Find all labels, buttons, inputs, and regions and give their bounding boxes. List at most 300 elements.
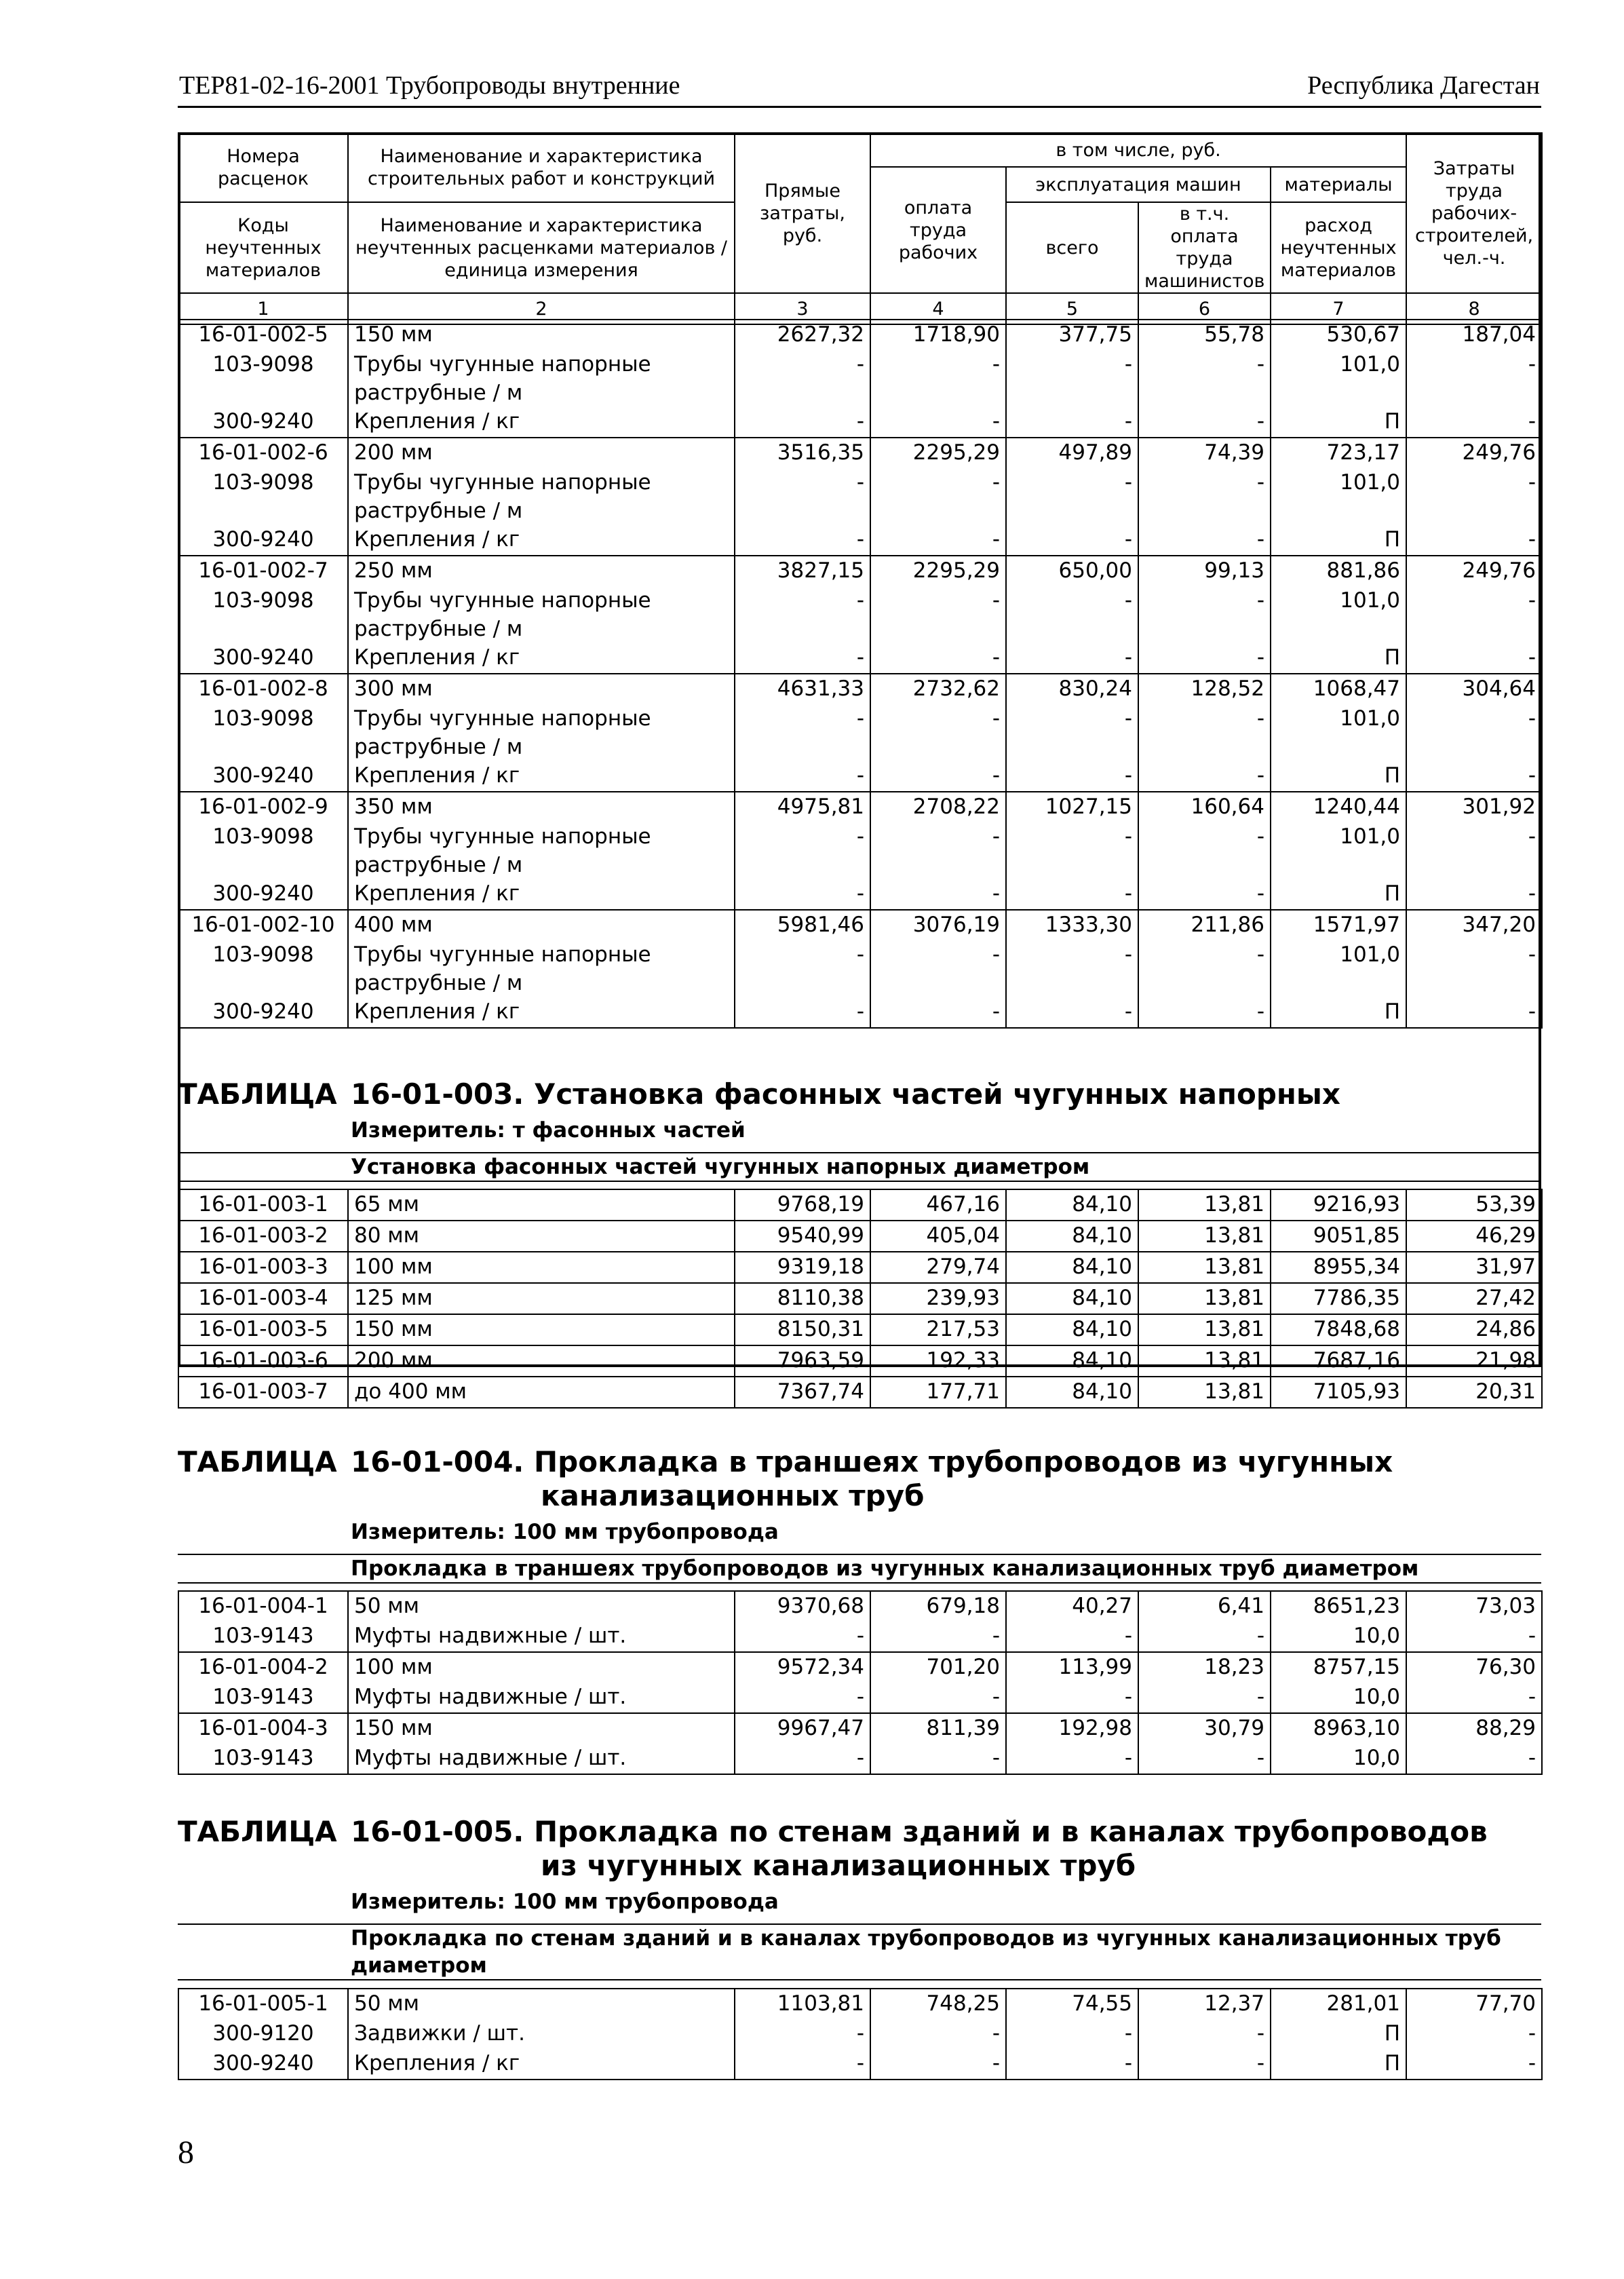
cell-description: Крепления / кг: [348, 761, 735, 792]
rates-table-16-01-003: [178, 1189, 1543, 1409]
cell-labor-hours: 249,76: [1406, 556, 1542, 586]
cell-worker-pay: -: [870, 761, 1006, 792]
cell-direct-cost: -: [735, 586, 870, 643]
cell-description: Муфты надвижные / шт.: [348, 1744, 735, 1774]
cell-description: Муфты надвижные / шт.: [348, 1622, 735, 1652]
cell-materials: П: [1271, 525, 1406, 556]
cell-machines-total: 84,10: [1006, 1345, 1138, 1377]
col-num-8: 8: [1406, 293, 1542, 324]
cell-worker-pay: -: [870, 586, 1006, 643]
cell-rate-code: 16-01-003-2: [178, 1221, 348, 1252]
cell-direct-cost: -: [735, 822, 870, 879]
cell-direct-cost: 4975,81: [735, 792, 870, 822]
col-head-direct-costs: Прямые затраты, руб.: [735, 133, 870, 293]
cell-description: 65 мм: [348, 1189, 735, 1221]
cell-description: 350 мм: [348, 792, 735, 822]
rates-table-16-01-002: [178, 319, 1543, 1029]
cell-materials: 8963,10: [1271, 1713, 1406, 1744]
col-head-material-code: Коды неучтенных материалов: [178, 202, 348, 293]
cell-direct-cost: 8110,38: [735, 1283, 870, 1314]
cell-labor-hours: -: [1406, 586, 1542, 643]
cell-machines-total: -: [1006, 704, 1138, 761]
cell-direct-cost: -: [735, 2019, 870, 2049]
cell-operator-pay: -: [1138, 761, 1271, 792]
cell-rate-code: 300-9240: [178, 879, 348, 910]
cell-worker-pay: 177,71: [870, 1377, 1006, 1408]
cell-operator-pay: 6,41: [1138, 1591, 1271, 1622]
cell-materials: П: [1271, 997, 1406, 1028]
cell-machines-total: -: [1006, 1683, 1138, 1713]
cell-labor-hours: -: [1406, 643, 1542, 674]
table-row: [178, 1283, 1542, 1314]
cell-worker-pay: -: [870, 2019, 1006, 2049]
region-name: Республика Дагестан: [1307, 71, 1540, 100]
section-16-01-004: [178, 1445, 1541, 1584]
cell-worker-pay: 239,93: [870, 1283, 1006, 1314]
cell-description: Задвижки / шт.: [348, 2019, 735, 2049]
cell-machines-total: 497,89: [1006, 438, 1138, 468]
cell-description: Крепления / кг: [348, 525, 735, 556]
col-head-material-use: расход неучтенных материалов: [1271, 202, 1406, 293]
cell-machines-total: 377,75: [1006, 320, 1138, 350]
table-caption: Прокладка по стенам зданий и в каналах трубопроводов из чугунных канализационных труб диаметром: [178, 1923, 1541, 1980]
cell-labor-hours: -: [1406, 761, 1542, 792]
table-row: [178, 1189, 1542, 1221]
cell-direct-cost: 3827,15: [735, 556, 870, 586]
cell-worker-pay: -: [870, 1683, 1006, 1713]
section-16-01-005: [178, 1815, 1541, 1980]
col-head-including: в том числе, руб.: [870, 133, 1406, 167]
cell-rate-code: 16-01-003-1: [178, 1189, 348, 1221]
cell-materials: 101,0: [1271, 468, 1406, 525]
cell-machines-total: -: [1006, 2019, 1138, 2049]
cell-description: 125 мм: [348, 1283, 735, 1314]
cell-worker-pay: 748,25: [870, 1989, 1006, 2019]
cell-operator-pay: 13,81: [1138, 1252, 1271, 1283]
cell-direct-cost: -: [735, 997, 870, 1028]
cell-rate-code: 300-9240: [178, 643, 348, 674]
cell-labor-hours: 46,29: [1406, 1221, 1542, 1252]
table-row: [178, 643, 1542, 674]
cell-labor-hours: 31,97: [1406, 1252, 1542, 1283]
cell-materials: 530,67: [1271, 320, 1406, 350]
cell-labor-hours: 304,64: [1406, 674, 1542, 704]
cell-rate-code: 16-01-004-3: [178, 1713, 348, 1744]
cell-labor-hours: 187,04: [1406, 320, 1542, 350]
table-row: [178, 350, 1542, 407]
cell-description: 100 мм: [348, 1252, 735, 1283]
table-measure: Измеритель: 100 мм трубопровода: [351, 1520, 779, 1544]
cell-rate-code: 16-01-005-1: [178, 1989, 348, 2019]
cell-description: Крепления / кг: [348, 997, 735, 1028]
cell-rate-code: 16-01-003-6: [178, 1345, 348, 1377]
cell-operator-pay: 13,81: [1138, 1189, 1271, 1221]
col-head-machines-total: всего: [1006, 202, 1138, 293]
cell-operator-pay: 128,52: [1138, 674, 1271, 704]
table-row: [178, 320, 1542, 350]
cell-direct-cost: -: [735, 940, 870, 997]
cell-machines-total: -: [1006, 1744, 1138, 1774]
col-head-work-name: Наименование и характеристика строительных работ и конструкций: [348, 133, 735, 202]
cell-machines-total: 650,00: [1006, 556, 1138, 586]
page-header: [178, 68, 1541, 108]
table-row: [178, 1652, 1542, 1683]
table-row: [178, 407, 1542, 438]
cell-materials: 7687,16: [1271, 1345, 1406, 1377]
cell-machines-total: 84,10: [1006, 1189, 1138, 1221]
cell-materials: 101,0: [1271, 586, 1406, 643]
cell-labor-hours: -: [1406, 2019, 1542, 2049]
col-num-6: 6: [1138, 293, 1271, 324]
cell-materials: 7786,35: [1271, 1283, 1406, 1314]
table-row: [178, 1744, 1542, 1774]
col-head-rate-number: Номера расценок: [178, 133, 348, 202]
cell-labor-hours: 88,29: [1406, 1713, 1542, 1744]
cell-description: Трубы чугунные напорные раструбные / м: [348, 350, 735, 407]
cell-direct-cost: 9370,68: [735, 1591, 870, 1622]
table-row: [178, 910, 1542, 940]
cell-direct-cost: -: [735, 761, 870, 792]
table-row: [178, 761, 1542, 792]
cell-machines-total: 84,10: [1006, 1283, 1138, 1314]
cell-machines-total: 84,10: [1006, 1221, 1138, 1252]
cell-operator-pay: 74,39: [1138, 438, 1271, 468]
cell-direct-cost: 9768,19: [735, 1189, 870, 1221]
cell-operator-pay: 18,23: [1138, 1652, 1271, 1683]
cell-rate-code: 16-01-002-9: [178, 792, 348, 822]
cell-labor-hours: -: [1406, 940, 1542, 997]
cell-machines-total: 40,27: [1006, 1591, 1138, 1622]
cell-direct-cost: 2627,32: [735, 320, 870, 350]
table-row: [178, 1252, 1542, 1283]
cell-materials: 281,01: [1271, 1989, 1406, 2019]
cell-materials: 8651,23: [1271, 1591, 1406, 1622]
cell-materials: 881,86: [1271, 556, 1406, 586]
cell-direct-cost: -: [735, 468, 870, 525]
col-head-operator-pay: в т.ч. оплата труда машинистов: [1138, 202, 1271, 293]
cell-materials: П: [1271, 2019, 1406, 2049]
cell-rate-code: 16-01-003-4: [178, 1283, 348, 1314]
cell-materials: 8955,34: [1271, 1252, 1406, 1283]
cell-direct-cost: -: [735, 643, 870, 674]
cell-description: 150 мм: [348, 1314, 735, 1345]
cell-operator-pay: -: [1138, 1622, 1271, 1652]
table-row: [178, 997, 1542, 1028]
cell-description: Трубы чугунные напорные раструбные / м: [348, 468, 735, 525]
cell-direct-cost: -: [735, 350, 870, 407]
table-row: [178, 1989, 1542, 2019]
cell-labor-hours: -: [1406, 468, 1542, 525]
cell-operator-pay: -: [1138, 586, 1271, 643]
cell-direct-cost: 8150,31: [735, 1314, 870, 1345]
cell-description: Трубы чугунные напорные раструбные / м: [348, 704, 735, 761]
cell-labor-hours: 347,20: [1406, 910, 1542, 940]
cell-materials: 101,0: [1271, 704, 1406, 761]
cell-machines-total: -: [1006, 468, 1138, 525]
table-row: [178, 525, 1542, 556]
cell-rate-code: 16-01-002-7: [178, 556, 348, 586]
cell-description: 50 мм: [348, 1591, 735, 1622]
cell-description: 150 мм: [348, 320, 735, 350]
cell-materials: 9051,85: [1271, 1221, 1406, 1252]
rates-table-16-01-005: [178, 1988, 1543, 2080]
cell-worker-pay: -: [870, 997, 1006, 1028]
table-row: [178, 1683, 1542, 1713]
cell-labor-hours: -: [1406, 407, 1542, 438]
cell-machines-total: -: [1006, 822, 1138, 879]
cell-materials: 101,0: [1271, 940, 1406, 997]
cell-description: 100 мм: [348, 1652, 735, 1683]
cell-materials: 723,17: [1271, 438, 1406, 468]
cell-operator-pay: 55,78: [1138, 320, 1271, 350]
cell-rate-code: 103-9098: [178, 822, 348, 879]
cell-labor-hours: -: [1406, 997, 1542, 1028]
cell-machines-total: -: [1006, 525, 1138, 556]
cell-description: Крепления / кг: [348, 643, 735, 674]
cell-materials: 10,0: [1271, 1622, 1406, 1652]
table-row: [178, 1713, 1542, 1744]
cell-labor-hours: -: [1406, 525, 1542, 556]
cell-materials: 1240,44: [1271, 792, 1406, 822]
cell-worker-pay: 679,18: [870, 1591, 1006, 1622]
cell-operator-pay: -: [1138, 468, 1271, 525]
table-measure: Измеритель: 100 мм трубопровода: [351, 1890, 779, 1914]
table-title: 16-01-003. Установка фасонных частей чугунных напорных: [351, 1077, 1340, 1111]
cell-rate-code: 16-01-002-5: [178, 320, 348, 350]
cell-direct-cost: 7367,74: [735, 1377, 870, 1408]
cell-operator-pay: -: [1138, 704, 1271, 761]
cell-labor-hours: -: [1406, 2049, 1542, 2080]
cell-worker-pay: 279,74: [870, 1252, 1006, 1283]
cell-rate-code: 103-9098: [178, 940, 348, 997]
cell-operator-pay: -: [1138, 525, 1271, 556]
cell-worker-pay: 1718,90: [870, 320, 1006, 350]
cell-labor-hours: -: [1406, 822, 1542, 879]
cell-operator-pay: 13,81: [1138, 1377, 1271, 1408]
cell-operator-pay: -: [1138, 643, 1271, 674]
cell-description: Крепления / кг: [348, 407, 735, 438]
col-head-worker-pay: оплата труда рабочих: [870, 167, 1006, 293]
table-row: [178, 704, 1542, 761]
section-16-01-003: [178, 1077, 1541, 1182]
cell-machines-total: 1027,15: [1006, 792, 1138, 822]
cell-rate-code: 300-9240: [178, 997, 348, 1028]
cell-labor-hours: 21,98: [1406, 1345, 1542, 1377]
cell-operator-pay: -: [1138, 2019, 1271, 2049]
cell-description: Муфты надвижные / шт.: [348, 1683, 735, 1713]
cell-labor-hours: 249,76: [1406, 438, 1542, 468]
cell-rate-code: 16-01-002-6: [178, 438, 348, 468]
cell-operator-pay: -: [1138, 407, 1271, 438]
cell-worker-pay: 217,53: [870, 1314, 1006, 1345]
cell-materials: 7848,68: [1271, 1314, 1406, 1345]
cell-description: 150 мм: [348, 1713, 735, 1744]
table-row: [178, 1622, 1542, 1652]
col-head-material-name: Наименование и характеристика неучтенных расценками материалов / единица измерения: [348, 202, 735, 293]
col-num-7: 7: [1271, 293, 1406, 324]
table-row: [178, 822, 1542, 879]
cell-machines-total: -: [1006, 586, 1138, 643]
table-title: 16-01-004. Прокладка в траншеях трубопроводов из чугунных: [351, 1445, 1393, 1478]
cell-machines-total: -: [1006, 643, 1138, 674]
cell-worker-pay: -: [870, 879, 1006, 910]
cell-description: 250 мм: [348, 556, 735, 586]
cell-materials: П: [1271, 407, 1406, 438]
cell-labor-hours: -: [1406, 350, 1542, 407]
cell-rate-code: 103-9098: [178, 350, 348, 407]
cell-operator-pay: 13,81: [1138, 1283, 1271, 1314]
table-label: ТАБЛИЦА: [178, 1815, 337, 1848]
cell-labor-hours: -: [1406, 1622, 1542, 1652]
cell-description: до 400 мм: [348, 1377, 735, 1408]
cell-machines-total: -: [1006, 350, 1138, 407]
document-code: ТЕР81-02-16-2001 Трубопроводы внутренние: [179, 71, 680, 100]
cell-labor-hours: 20,31: [1406, 1377, 1542, 1408]
cell-direct-cost: -: [735, 2049, 870, 2080]
cell-description: 200 мм: [348, 1345, 735, 1377]
col-head-machines: эксплуатация машин: [1006, 167, 1271, 202]
table-row: [178, 1377, 1542, 1408]
cell-worker-pay: -: [870, 1744, 1006, 1774]
cell-machines-total: -: [1006, 997, 1138, 1028]
cell-description: 200 мм: [348, 438, 735, 468]
cell-machines-total: 830,24: [1006, 674, 1138, 704]
cell-worker-pay: 2295,29: [870, 438, 1006, 468]
cell-labor-hours: 77,70: [1406, 1989, 1542, 2019]
cell-operator-pay: -: [1138, 1744, 1271, 1774]
cell-materials: П: [1271, 761, 1406, 792]
cell-rate-code: 300-9120: [178, 2019, 348, 2049]
cell-rate-code: 16-01-003-5: [178, 1314, 348, 1345]
cell-worker-pay: 701,20: [870, 1652, 1006, 1683]
table-row: [178, 1591, 1542, 1622]
cell-worker-pay: 2295,29: [870, 556, 1006, 586]
col-num-5: 5: [1006, 293, 1138, 324]
cell-description: Трубы чугунные напорные раструбные / м: [348, 822, 735, 879]
cell-materials: П: [1271, 879, 1406, 910]
cell-labor-hours: -: [1406, 704, 1542, 761]
cell-operator-pay: 160,64: [1138, 792, 1271, 822]
col-head-labor-hours: Затраты труда рабочих-строителей, чел.-ч.: [1406, 133, 1542, 293]
cell-materials: П: [1271, 643, 1406, 674]
cell-rate-code: 103-9098: [178, 704, 348, 761]
cell-labor-hours: 53,39: [1406, 1189, 1542, 1221]
table-row: [178, 468, 1542, 525]
cell-operator-pay: 13,81: [1138, 1345, 1271, 1377]
cell-machines-total: -: [1006, 2049, 1138, 2080]
cell-rate-code: 300-9240: [178, 761, 348, 792]
cell-rate-code: 16-01-002-8: [178, 674, 348, 704]
cell-operator-pay: 211,86: [1138, 910, 1271, 940]
cell-labor-hours: 24,86: [1406, 1314, 1542, 1345]
cell-labor-hours: -: [1406, 1744, 1542, 1774]
table-row: [178, 879, 1542, 910]
cell-description: 400 мм: [348, 910, 735, 940]
cell-rate-code: 300-9240: [178, 2049, 348, 2080]
cell-worker-pay: 2708,22: [870, 792, 1006, 822]
cell-materials: 101,0: [1271, 350, 1406, 407]
cell-worker-pay: -: [870, 468, 1006, 525]
table-row: [178, 1314, 1542, 1345]
cell-labor-hours: -: [1406, 879, 1542, 910]
cell-machines-total: 192,98: [1006, 1713, 1138, 1744]
cell-direct-cost: 9540,99: [735, 1221, 870, 1252]
cell-materials: 10,0: [1271, 1744, 1406, 1774]
cell-worker-pay: -: [870, 525, 1006, 556]
table-title: 16-01-005. Прокладка по стенам зданий и в каналах трубопроводов: [351, 1815, 1488, 1848]
cell-worker-pay: -: [870, 643, 1006, 674]
col-num-2: 2: [348, 293, 735, 324]
cell-rate-code: 300-9240: [178, 407, 348, 438]
table-row: [178, 940, 1542, 997]
cell-worker-pay: 3076,19: [870, 910, 1006, 940]
cell-operator-pay: -: [1138, 879, 1271, 910]
cell-worker-pay: -: [870, 350, 1006, 407]
table-row: [178, 438, 1542, 468]
cell-rate-code: 16-01-003-7: [178, 1377, 348, 1408]
cell-materials: 1068,47: [1271, 674, 1406, 704]
cell-rate-code: 16-01-004-1: [178, 1591, 348, 1622]
cell-machines-total: 1333,30: [1006, 910, 1138, 940]
cell-direct-cost: 3516,35: [735, 438, 870, 468]
cell-worker-pay: -: [870, 940, 1006, 997]
cell-machines-total: -: [1006, 1622, 1138, 1652]
cell-worker-pay: 192,33: [870, 1345, 1006, 1377]
cell-machines-total: -: [1006, 940, 1138, 997]
cell-rate-code: 103-9143: [178, 1683, 348, 1713]
cell-description: Крепления / кг: [348, 2049, 735, 2080]
cell-materials: 1571,97: [1271, 910, 1406, 940]
cell-direct-cost: -: [735, 1622, 870, 1652]
cell-operator-pay: 13,81: [1138, 1314, 1271, 1345]
cell-worker-pay: 811,39: [870, 1713, 1006, 1744]
table-title-line-2: из чугунных канализационных труб: [541, 1849, 1136, 1882]
table-caption: Установка фасонных частей чугунных напорных диаметром: [178, 1152, 1541, 1182]
cell-machines-total: -: [1006, 879, 1138, 910]
cell-operator-pay: -: [1138, 1683, 1271, 1713]
cell-worker-pay: -: [870, 2049, 1006, 2080]
table-title-line-2: канализационных труб: [541, 1479, 925, 1512]
cell-direct-cost: 4631,33: [735, 674, 870, 704]
column-header-table: [178, 132, 1543, 325]
cell-materials: 10,0: [1271, 1683, 1406, 1713]
col-num-4: 4: [870, 293, 1006, 324]
cell-rate-code: 103-9143: [178, 1622, 348, 1652]
cell-description: 50 мм: [348, 1989, 735, 2019]
table-row: [178, 586, 1542, 643]
cell-direct-cost: -: [735, 1683, 870, 1713]
cell-labor-hours: 27,42: [1406, 1283, 1542, 1314]
cell-materials: 101,0: [1271, 822, 1406, 879]
cell-operator-pay: -: [1138, 940, 1271, 997]
cell-materials: П: [1271, 2049, 1406, 2080]
cell-labor-hours: 73,03: [1406, 1591, 1542, 1622]
cell-worker-pay: -: [870, 407, 1006, 438]
cell-worker-pay: -: [870, 704, 1006, 761]
cell-direct-cost: -: [735, 704, 870, 761]
table-row: [178, 1345, 1542, 1377]
cell-rate-code: 103-9098: [178, 586, 348, 643]
cell-machines-total: 74,55: [1006, 1989, 1138, 2019]
table-measure: Измеритель: т фасонных частей: [351, 1118, 746, 1143]
rates-table-16-01-004: [178, 1590, 1543, 1775]
col-head-materials: материалы: [1271, 167, 1406, 202]
cell-labor-hours: 301,92: [1406, 792, 1542, 822]
cell-machines-total: -: [1006, 407, 1138, 438]
cell-direct-cost: 9319,18: [735, 1252, 870, 1283]
cell-machines-total: 84,10: [1006, 1314, 1138, 1345]
cell-labor-hours: 76,30: [1406, 1652, 1542, 1683]
